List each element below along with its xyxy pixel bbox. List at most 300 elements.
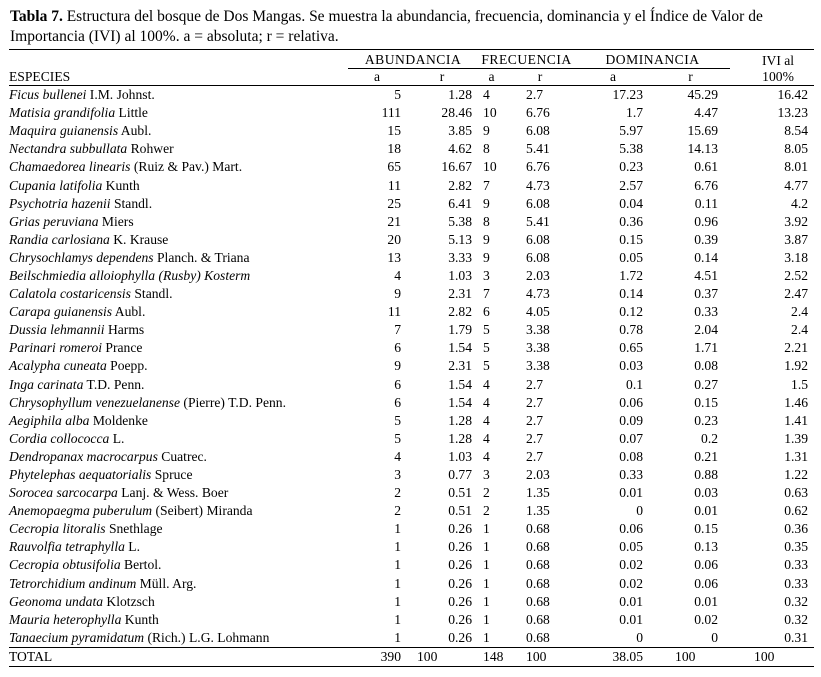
- author-name: Harms: [104, 322, 145, 338]
- dominancia-a: 0.1: [626, 376, 644, 392]
- frecuencia-r: 3.38: [526, 322, 550, 338]
- species-name: [9, 394, 348, 412]
- species-name: [9, 357, 348, 375]
- species-name: [9, 303, 348, 321]
- frecuencia-r: 2.03: [526, 267, 550, 283]
- dominancia-a: 0.15: [619, 231, 644, 247]
- total-dominancia-a: 38.05: [612, 648, 644, 664]
- table-row: [9, 394, 814, 412]
- abundancia-a: 4: [394, 267, 401, 283]
- ivi-value: 1.92: [784, 358, 809, 374]
- table-row: [9, 321, 814, 339]
- abundancia-a: 6: [394, 376, 401, 392]
- abundancia-r: 1.28: [448, 430, 473, 446]
- dominancia-r: 0.01: [694, 593, 719, 609]
- ivi-header-line2: 100%: [762, 69, 794, 84]
- scientific-name: Chrysophyllum venezuelanense: [9, 394, 181, 410]
- total-abundancia-r: 100: [417, 648, 438, 664]
- species-name: [9, 213, 348, 231]
- abundancia-r: 2.31: [448, 286, 473, 302]
- species-name: [9, 339, 348, 357]
- ivi-value: 13.23: [777, 105, 809, 121]
- abundancia-a: 9: [394, 286, 401, 302]
- dominancia-a: 0.02: [619, 557, 644, 573]
- dominancia-r: 4.47: [694, 105, 719, 121]
- dominancia-r: 0.06: [694, 575, 719, 591]
- abundancia-a: 15: [387, 123, 401, 139]
- author-name: I.M. Johnst.: [86, 87, 155, 103]
- frecuencia-r: 2.03: [526, 467, 550, 483]
- dominancia-a: 0.12: [619, 304, 644, 320]
- author-name: L.: [124, 539, 141, 555]
- ivi-value: 0.62: [784, 503, 809, 519]
- abundancia-a: 111: [381, 105, 401, 121]
- frecuencia-a: 9: [483, 249, 490, 265]
- abundancia-r: 1.28: [448, 87, 473, 103]
- dominancia-a: 0.09: [619, 412, 644, 428]
- scientific-name: Parinari romeroi: [9, 340, 103, 356]
- species-name: [9, 176, 348, 194]
- scientific-name: Rauvolfia tetraphylla: [9, 539, 125, 555]
- abundancia-header: ABUNDANCIA: [348, 50, 478, 69]
- frecuencia-a: 1: [483, 557, 490, 573]
- abundancia-r: 3.85: [448, 123, 473, 139]
- author-name: Little: [115, 105, 148, 121]
- dominancia-a: 0: [636, 503, 644, 519]
- author-name: Spruce: [151, 467, 193, 483]
- abundancia-a: 1: [394, 629, 401, 645]
- scientific-name: Grias peruviana: [9, 213, 99, 229]
- species-name: [9, 267, 348, 285]
- dominancia-r: 0.33: [694, 304, 719, 320]
- abundancia-a: 1: [394, 557, 401, 573]
- abundancia-r: 1.79: [448, 322, 473, 338]
- frecuencia-r: 4.73: [526, 286, 550, 302]
- total-ivi: 100: [754, 648, 775, 664]
- scientific-name: Inga carinata: [9, 376, 84, 392]
- species-name: [9, 321, 348, 339]
- ivi-value: 0.33: [784, 575, 809, 591]
- table-row: [9, 176, 814, 194]
- frecuencia-r: 0.68: [526, 611, 550, 627]
- frecuencia-a: 2: [483, 503, 490, 519]
- abundancia-a: 1: [394, 611, 401, 627]
- frecuencia-a: 10: [483, 105, 497, 121]
- dominancia-r: 0.2: [701, 430, 719, 446]
- scientific-name: Cupania latifolia: [9, 177, 103, 193]
- dominancia-r: 2.04: [694, 322, 719, 338]
- abundancia-r: 0.51: [448, 485, 473, 501]
- ivi-value: 1.5: [791, 376, 809, 392]
- dominancia-a-header: a: [575, 69, 651, 86]
- abundancia-r-header: r: [406, 69, 478, 86]
- species-name: [9, 575, 348, 593]
- author-name: Aubl.: [112, 304, 146, 320]
- author-name: Kunth: [102, 177, 140, 193]
- frecuencia-a: 3: [483, 467, 490, 483]
- frecuencia-a: 5: [483, 322, 490, 338]
- scientific-name: Tetrorchidium andinum: [9, 575, 137, 591]
- scientific-name: Ficus bullenei: [9, 87, 87, 103]
- dominancia-a: 0.65: [619, 340, 644, 356]
- abundancia-a: 5: [394, 87, 401, 103]
- total-row: [9, 647, 814, 666]
- species-name: [9, 556, 348, 574]
- species-name: [9, 430, 348, 448]
- dominancia-a: 0.23: [619, 159, 644, 175]
- table-row: [9, 412, 814, 430]
- abundancia-r: 2.31: [448, 358, 473, 374]
- frecuencia-r: 2.7: [526, 448, 544, 464]
- abundancia-a: 5: [394, 430, 401, 446]
- scientific-name: Psychotria hazenii: [9, 195, 111, 211]
- dominancia-r: 0.88: [694, 467, 719, 483]
- abundancia-r: 5.13: [448, 231, 473, 247]
- dominancia-a: 0.01: [619, 611, 644, 627]
- abundancia-r: 0.51: [448, 503, 473, 519]
- ivi-value: 0.33: [784, 557, 809, 573]
- ivi-value: 8.01: [784, 159, 809, 175]
- table-row: [9, 122, 814, 140]
- dominancia-a: 0.06: [619, 521, 644, 537]
- dominancia-r: 0.06: [694, 557, 719, 573]
- scientific-name: Geonoma undata: [9, 593, 104, 609]
- dominancia-r: 6.76: [694, 177, 719, 193]
- author-name: Planch. & Triana: [153, 249, 250, 265]
- dominancia-a: 0.01: [619, 593, 644, 609]
- abundancia-a: 5: [394, 412, 401, 428]
- scientific-name: Randia carlosiana: [9, 231, 110, 247]
- abundancia-a: 9: [394, 358, 401, 374]
- dominancia-r: 15.69: [687, 123, 719, 139]
- frecuencia-a: 1: [483, 629, 490, 645]
- dominancia-a: 0.07: [619, 430, 644, 446]
- ivi-value: 1.22: [784, 467, 809, 483]
- author-name: Snethlage: [105, 521, 163, 537]
- table-label: Tabla 7.: [10, 8, 63, 25]
- dominancia-a: 5.97: [619, 123, 644, 139]
- frecuencia-r: 2.7: [526, 87, 544, 103]
- scientific-name: Carapa guianensis: [9, 304, 113, 320]
- frecuencia-header: FRECUENCIA: [478, 50, 575, 69]
- frecuencia-a: 8: [483, 213, 490, 229]
- author-name: (Seibert) Miranda: [152, 503, 253, 519]
- frecuencia-a: 5: [483, 358, 490, 374]
- abundancia-r: 6.41: [448, 195, 473, 211]
- ivi-value: 8.54: [784, 123, 809, 139]
- frecuencia-r: 0.68: [526, 593, 550, 609]
- ivi-value: 0.32: [784, 593, 809, 609]
- table-row: [9, 611, 814, 629]
- species-name: [9, 104, 348, 122]
- dominancia-a: 0.02: [619, 575, 644, 591]
- table-row: [9, 448, 814, 466]
- ivi-value: 4.77: [784, 177, 809, 193]
- abundancia-a: 18: [387, 141, 401, 157]
- species-name: [9, 285, 348, 303]
- author-name: Kunth: [121, 611, 159, 627]
- species-name: [9, 593, 348, 611]
- abundancia-a: 11: [387, 177, 401, 193]
- abundancia-r: 1.03: [448, 448, 473, 464]
- author-name: Rohwer: [127, 141, 174, 157]
- dominancia-r: 0.15: [694, 394, 719, 410]
- scientific-name: Beilschmiedia alloiophylla (Rusby) Kosterm: [9, 267, 251, 283]
- table-row: [9, 267, 814, 285]
- frecuencia-a: 4: [483, 394, 490, 410]
- dominancia-a: 17.23: [612, 87, 644, 103]
- abundancia-r: 0.26: [448, 521, 473, 537]
- scientific-name: Anemopaegma puberulum: [9, 503, 153, 519]
- ivi-value: 0.63: [784, 485, 809, 501]
- abundancia-a: 3: [394, 467, 401, 483]
- species-name: [9, 249, 348, 267]
- dominancia-a: 0.14: [619, 286, 644, 302]
- table-row: [9, 575, 814, 593]
- ivi-value: 16.42: [777, 87, 809, 103]
- ivi-value: 2.21: [784, 340, 809, 356]
- ivi-value: 2.4: [791, 322, 809, 338]
- ivi-value: 3.18: [784, 249, 809, 265]
- dominancia-r: 0.11: [694, 195, 719, 211]
- author-name: (Rich.) L.G. Lohmann: [144, 629, 270, 645]
- frecuencia-r: 1.35: [526, 503, 550, 519]
- abundancia-a: 6: [394, 394, 401, 410]
- frecuencia-r: 0.68: [526, 521, 550, 537]
- table-row: [9, 231, 814, 249]
- frecuencia-a: 9: [483, 231, 490, 247]
- total-label: TOTAL: [9, 648, 53, 664]
- frecuencia-a-header: a: [478, 69, 505, 86]
- dominancia-r: 0.61: [694, 159, 719, 175]
- scientific-name: Cordia collococca: [9, 430, 110, 446]
- caption-text: Estructura del bosque de Dos Mangas. Se muestra la abundancia, frecuencia, dominancia y el Índice de Valor de Importancia (IVI) al 100%. a = absoluta; r = relativa.: [10, 8, 763, 45]
- dominancia-a: 0.01: [619, 485, 644, 501]
- table-row: [9, 140, 814, 158]
- abundancia-a: 4: [394, 448, 401, 464]
- dominancia-r: 0.08: [694, 358, 719, 374]
- dominancia-a: 0.08: [619, 448, 644, 464]
- dominancia-a: 1.72: [619, 267, 644, 283]
- frecuencia-a: 1: [483, 611, 490, 627]
- frecuencia-a: 2: [483, 485, 490, 501]
- dominancia-a: 2.57: [619, 177, 644, 193]
- author-name: Bertol.: [120, 557, 162, 573]
- author-name: Standl.: [110, 195, 153, 211]
- dominancia-r-header: r: [651, 69, 730, 86]
- dominancia-r: 0.23: [694, 412, 719, 428]
- table-row: [9, 538, 814, 556]
- table-row: [9, 339, 814, 357]
- author-name: Cuatrec.: [157, 448, 207, 464]
- frecuencia-r: 6.08: [526, 249, 550, 265]
- dominancia-r: 0.27: [694, 376, 719, 392]
- frecuencia-a: 7: [483, 286, 490, 302]
- scientific-name: Tanaecium pyramidatum: [9, 629, 145, 645]
- abundancia-a: 11: [387, 304, 401, 320]
- abundancia-r: 1.54: [448, 394, 473, 410]
- scientific-name: Matisia grandifolia: [9, 105, 116, 121]
- species-name: [9, 466, 348, 484]
- dominancia-r: 0.01: [694, 503, 719, 519]
- frecuencia-a: 1: [483, 593, 490, 609]
- table-row: [9, 285, 814, 303]
- frecuencia-a: 3: [483, 267, 490, 283]
- author-name: K. Krause: [109, 231, 169, 247]
- author-name: L.: [109, 430, 125, 446]
- frecuencia-r: 0.68: [526, 539, 550, 555]
- abundancia-a: 1: [394, 521, 401, 537]
- dominancia-r: 0: [711, 629, 719, 645]
- table-row: [9, 86, 814, 105]
- table-row: [9, 195, 814, 213]
- frecuencia-a: 4: [483, 412, 490, 428]
- dominancia-r: 0.21: [694, 448, 719, 464]
- frecuencia-a: 4: [483, 87, 490, 103]
- scientific-name: Sorocea sarcocarpa: [9, 485, 118, 501]
- total-frecuencia-r: 100: [526, 648, 547, 664]
- species-name: [9, 448, 348, 466]
- frecuencia-r: 4.73: [526, 177, 550, 193]
- table-row: [9, 249, 814, 267]
- dominancia-a: 0.06: [619, 394, 644, 410]
- ivi-value: 2.47: [784, 286, 809, 302]
- dominancia-r: 0.39: [694, 231, 719, 247]
- dominancia-a: 0.03: [619, 358, 644, 374]
- scientific-name: Calatola costaricensis: [9, 286, 131, 302]
- abundancia-a: 25: [387, 195, 401, 211]
- dominancia-a: 0.05: [619, 249, 644, 265]
- ivi-value: 1.41: [784, 412, 809, 428]
- abundancia-r: 1.03: [448, 267, 473, 283]
- frecuencia-a: 8: [483, 141, 490, 157]
- table-row: [9, 556, 814, 574]
- scientific-name: Cecropia obtusifolia: [9, 557, 121, 573]
- table-row: [9, 376, 814, 394]
- scientific-name: Aegiphila alba: [9, 412, 90, 428]
- species-name: [9, 195, 348, 213]
- abundancia-a: 6: [394, 340, 401, 356]
- table-row: [9, 213, 814, 231]
- abundancia-a: 13: [387, 249, 401, 265]
- scientific-name: Acalypha cuneata: [9, 358, 107, 374]
- frecuencia-a: 1: [483, 575, 490, 591]
- species-name: [9, 86, 348, 105]
- dominancia-a: 0.36: [619, 213, 644, 229]
- author-name: Lanj. & Wess. Boer: [117, 485, 229, 501]
- abundancia-a-header: a: [348, 69, 406, 86]
- table-row: [9, 520, 814, 538]
- author-name: Klotzsch: [103, 593, 155, 609]
- dominancia-r: 0.02: [694, 611, 719, 627]
- frecuencia-r: 0.68: [526, 557, 550, 573]
- scientific-name: Dussia lehmannii: [9, 322, 105, 338]
- ivi-value: 0.36: [784, 521, 809, 537]
- abundancia-r: 3.33: [448, 249, 473, 265]
- abundancia-r: 0.26: [448, 611, 473, 627]
- author-name: (Ruiz & Pav.) Mart.: [130, 159, 243, 175]
- frecuencia-r: 1.35: [526, 485, 550, 501]
- scientific-name: Chamaedorea linearis: [9, 159, 131, 175]
- species-name: [9, 520, 348, 538]
- author-name: (Pierre) T.D. Penn.: [180, 394, 286, 410]
- dominancia-r: 0.37: [694, 286, 719, 302]
- author-name: Moldenke: [89, 412, 148, 428]
- frecuencia-r: 6.08: [526, 123, 550, 139]
- ivi-value: 0.35: [784, 539, 809, 555]
- frecuencia-r-header: r: [505, 69, 575, 86]
- frecuencia-r: 3.38: [526, 358, 550, 374]
- frecuencia-a: 4: [483, 448, 490, 464]
- ivi-value: 1.31: [784, 448, 809, 464]
- scientific-name: Maquira guianensis: [9, 123, 119, 139]
- frecuencia-a: 6: [483, 304, 490, 320]
- abundancia-r: 0.77: [448, 467, 473, 483]
- dominancia-r: 0.03: [694, 485, 719, 501]
- dominancia-r: 0.13: [694, 539, 719, 555]
- author-name: Müll. Arg.: [136, 575, 197, 591]
- abundancia-r: 28.46: [441, 105, 473, 121]
- frecuencia-r: 6.76: [526, 105, 550, 121]
- abundancia-r: 1.28: [448, 412, 473, 428]
- dominancia-r: 0.96: [694, 213, 719, 229]
- table-row: [9, 303, 814, 321]
- ivi-value: 2.52: [784, 267, 809, 283]
- frecuencia-a: 5: [483, 340, 490, 356]
- frecuencia-a: 7: [483, 177, 490, 193]
- ivi-value: 0.31: [784, 629, 809, 645]
- dominancia-header: DOMINANCIA: [575, 50, 730, 69]
- species-name: [9, 140, 348, 158]
- author-name: T.D. Penn.: [83, 376, 145, 392]
- author-name: Prance: [102, 340, 143, 356]
- frecuencia-r: 6.76: [526, 159, 550, 175]
- abundancia-r: 4.62: [448, 141, 473, 157]
- table-row: [9, 629, 814, 648]
- abundancia-r: 1.54: [448, 376, 473, 392]
- frecuencia-a: 9: [483, 195, 490, 211]
- table-row: [9, 484, 814, 502]
- scientific-name: Chrysochlamys dependens: [9, 249, 154, 265]
- ivi-value: 3.92: [784, 213, 809, 229]
- frecuencia-r: 6.08: [526, 231, 550, 247]
- abundancia-r: 2.82: [448, 177, 473, 193]
- abundancia-r: 0.26: [448, 629, 473, 645]
- scientific-name: Nectandra subbullata: [9, 141, 128, 157]
- abundancia-a: 1: [394, 593, 401, 609]
- abundancia-a: 20: [387, 231, 401, 247]
- total-frecuencia-a: 148: [483, 648, 504, 664]
- abundancia-r: 2.82: [448, 304, 473, 320]
- ivi-value: 3.87: [784, 231, 809, 247]
- abundancia-r: 0.26: [448, 575, 473, 591]
- species-name: [9, 629, 348, 648]
- dominancia-a: 0.33: [619, 467, 644, 483]
- abundancia-r: 5.38: [448, 213, 473, 229]
- author-name: Miers: [98, 213, 134, 229]
- abundancia-a: 21: [387, 213, 401, 229]
- species-name: [9, 158, 348, 176]
- dominancia-a: 0.05: [619, 539, 644, 555]
- author-name: Aubl.: [118, 123, 152, 139]
- frecuencia-r: 2.7: [526, 394, 544, 410]
- species-name: [9, 611, 348, 629]
- frecuencia-r: 0.68: [526, 629, 550, 645]
- dominancia-r: 0.15: [694, 521, 719, 537]
- ivi-value: 8.05: [784, 141, 809, 157]
- abundancia-a: 1: [394, 539, 401, 555]
- author-name: Standl.: [130, 286, 173, 302]
